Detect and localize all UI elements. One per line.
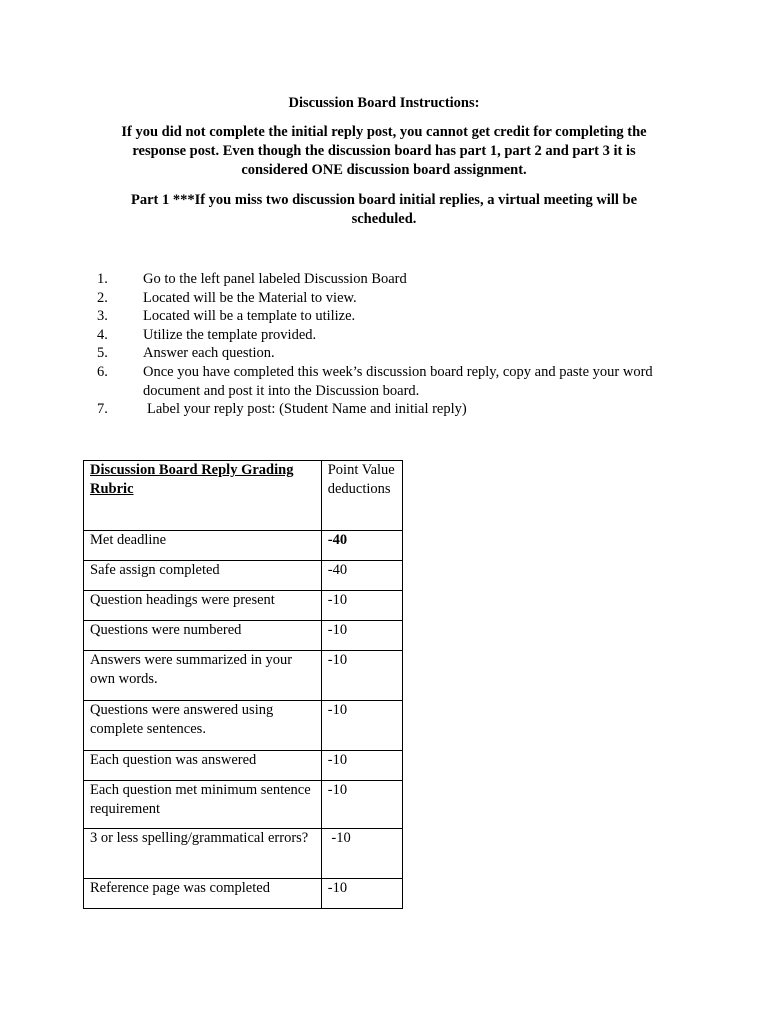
rubric-criteria-cell: Answers were summarized in your own words. xyxy=(84,651,322,701)
table-row xyxy=(84,591,403,621)
step-number: 1. xyxy=(97,271,108,287)
grading-rubric-table xyxy=(83,460,403,909)
step-text: Answer each question. xyxy=(143,345,275,362)
table-row xyxy=(84,561,403,591)
rubric-criteria-cell: Questions were numbered xyxy=(84,621,322,651)
rubric-points-cell: -10 xyxy=(321,829,402,879)
instruction-steps-list xyxy=(0,270,768,419)
step-number: 4. xyxy=(97,326,108,343)
rubric-criteria-cell: Questions were answered using complete sentences. xyxy=(84,701,322,751)
rubric-points-cell: -10 xyxy=(321,701,402,751)
table-row xyxy=(84,621,403,651)
list-item xyxy=(0,400,768,419)
rubric-header-criteria: Discussion Board Reply Grading Rubric xyxy=(84,461,322,531)
step-number: 3. xyxy=(97,308,108,325)
step-number: 7. xyxy=(97,401,108,418)
table-header-row xyxy=(84,461,403,531)
rubric-points-cell: -40 xyxy=(321,531,402,561)
step-text: Utilize the template provided. xyxy=(143,326,317,343)
table-row xyxy=(84,701,403,751)
step-text: Located will be a template to utilize. xyxy=(143,308,356,325)
list-item xyxy=(0,363,768,400)
rubric-points-cell: -10 xyxy=(321,751,402,781)
table-row xyxy=(84,531,403,561)
step-number: 2. xyxy=(97,289,108,306)
table-row xyxy=(84,781,403,829)
list-item xyxy=(0,270,768,289)
rubric-criteria-cell: Met deadline xyxy=(84,531,322,561)
step-text: Go to the left panel labeled Discussion Board xyxy=(143,271,407,287)
step-text: Once you have completed this week’s discussion board reply, copy and paste your word document and post it into the Discussion board. xyxy=(143,363,653,399)
rubric-criteria-cell: Question headings were present xyxy=(84,591,322,621)
rubric-criteria-cell: Reference page was completed xyxy=(84,879,322,909)
list-item xyxy=(0,326,768,345)
step-text: Located will be the Material to view. xyxy=(143,289,357,306)
step-text: Label your reply post: (Student Name and initial reply) xyxy=(147,401,467,418)
rubric-points-cell: -10 xyxy=(321,651,402,701)
rubric-criteria-cell: Each question was answered xyxy=(84,751,322,781)
rubric-points-cell: -10 xyxy=(321,621,402,651)
rubric-criteria-cell: Each question met minimum sentence requirement xyxy=(84,781,322,829)
list-item xyxy=(0,344,768,363)
rubric-criteria-cell: Safe assign completed xyxy=(84,561,322,591)
credit-notice-paragraph: If you did not complete the initial reply post, you cannot get credit for completing the response post. Even though the discussion board has part 1, part 2 and part 3 it is considered ONE discussion board assignment. xyxy=(121,124,647,178)
rubric-points-cell: -40 xyxy=(321,561,402,591)
rubric-header-points: Point Value deductions xyxy=(321,461,402,531)
list-item xyxy=(0,307,768,326)
rubric-points-cell: -10 xyxy=(321,879,402,909)
list-item xyxy=(0,289,768,308)
document-title: Discussion Board Instructions: xyxy=(288,95,480,111)
table-row xyxy=(84,829,403,879)
step-number: 5. xyxy=(97,345,108,362)
part1-warning-paragraph: Part 1 ***If you miss two discussion board initial replies, a virtual meeting will be scheduled. xyxy=(130,192,638,227)
table-row xyxy=(84,879,403,909)
rubric-criteria-cell: 3 or less spelling/grammatical errors? xyxy=(84,829,322,879)
table-row xyxy=(84,751,403,781)
rubric-points-cell: -10 xyxy=(321,591,402,621)
step-number: 6. xyxy=(97,363,108,380)
table-row xyxy=(84,651,403,701)
rubric-points-cell: -10 xyxy=(321,781,402,829)
